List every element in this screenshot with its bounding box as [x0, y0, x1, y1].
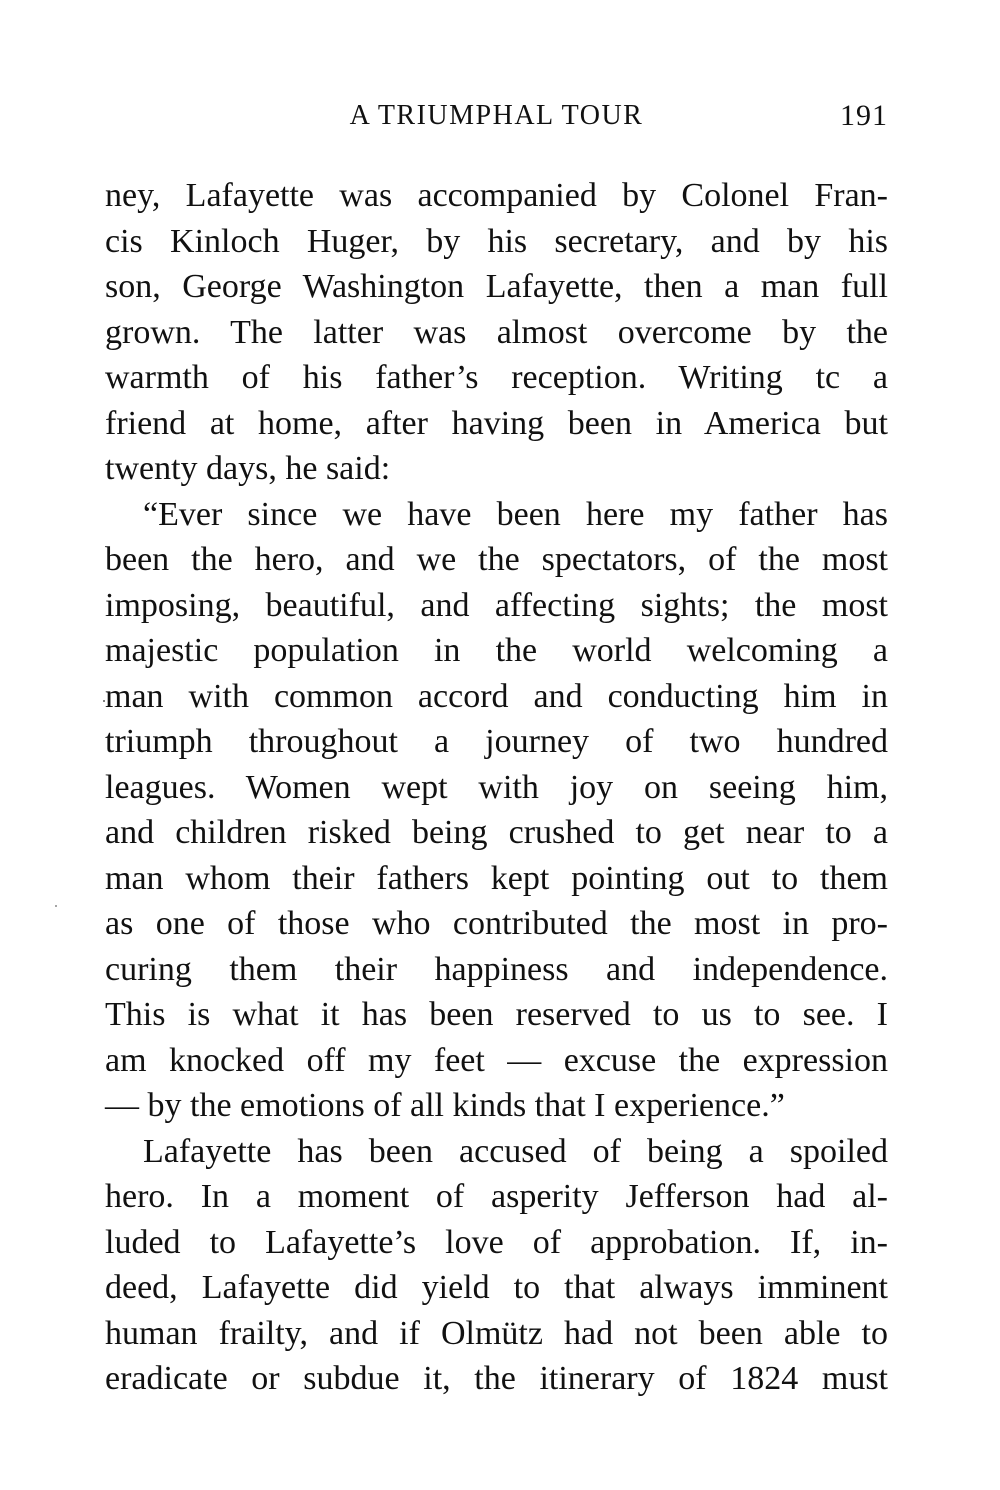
body-text — [105, 173, 888, 1402]
text-line: ney, Lafayette was accompanied by Colonel Fran- — [105, 177, 888, 214]
text-line: grown. The latter was almost overcome by the — [105, 313, 888, 351]
text-line: “Ever since we have been here my father has — [143, 495, 888, 533]
text-line: majestic population in the world welcoming a — [105, 632, 888, 669]
text-line: twenty days, he said: — [105, 450, 391, 487]
paper-speck — [55, 905, 57, 907]
text-line: This is what it has been reserved to us to see. I — [105, 996, 888, 1033]
text-line: imposing, beautiful, and affecting sights; the most — [105, 586, 888, 624]
text-line: am knocked off my feet — excuse the expression — [105, 1041, 888, 1079]
text-line: luded to Lafayette’s love of approbation. If, in- — [105, 1223, 888, 1261]
text-line: been the hero, and we the spectators, of the most — [105, 541, 888, 578]
text-line: hero. In a moment of asperity Jefferson had al- — [105, 1178, 888, 1215]
text-line: deed, Lafayette did yield to that always imminent — [105, 1269, 888, 1306]
text-line: curing them their happiness and independence. — [105, 950, 888, 988]
text-line: — by the emotions of all kinds that I experience.” — [105, 1087, 785, 1124]
text-line: Lafayette has been accused of being a spoiled — [143, 1132, 888, 1170]
text-line: human frailty, and if Olmütz had not been able to — [105, 1314, 888, 1352]
text-line: man whom their fathers kept pointing out to them — [105, 859, 888, 897]
text-line: son, George Washington Lafayette, then a man full — [105, 268, 888, 305]
text-line: triumph throughout a journey of two hundred — [105, 723, 888, 760]
text-line: warmth of his father’s reception. Writing tc a — [105, 359, 888, 396]
text-line: friend at home, after having been in America but — [105, 404, 888, 442]
running-head — [105, 96, 888, 136]
text-line: as one of those who contributed the most in pro- — [105, 905, 888, 942]
text-line: leagues. Women wept with joy on seeing him, — [105, 768, 888, 806]
text-line: man with common accord and conducting him in — [105, 677, 888, 715]
paper-speck — [103, 700, 105, 702]
text-line: eradicate or subdue it, the itinerary of 1824 must — [105, 1360, 888, 1397]
running-title: A TRIUMPHAL TOUR — [349, 100, 644, 131]
page-number: 191 — [840, 99, 888, 132]
text-line: cis Kinloch Huger, by his secretary, and by his — [105, 222, 888, 260]
text-line: and children risked being crushed to get near to a — [105, 814, 888, 851]
